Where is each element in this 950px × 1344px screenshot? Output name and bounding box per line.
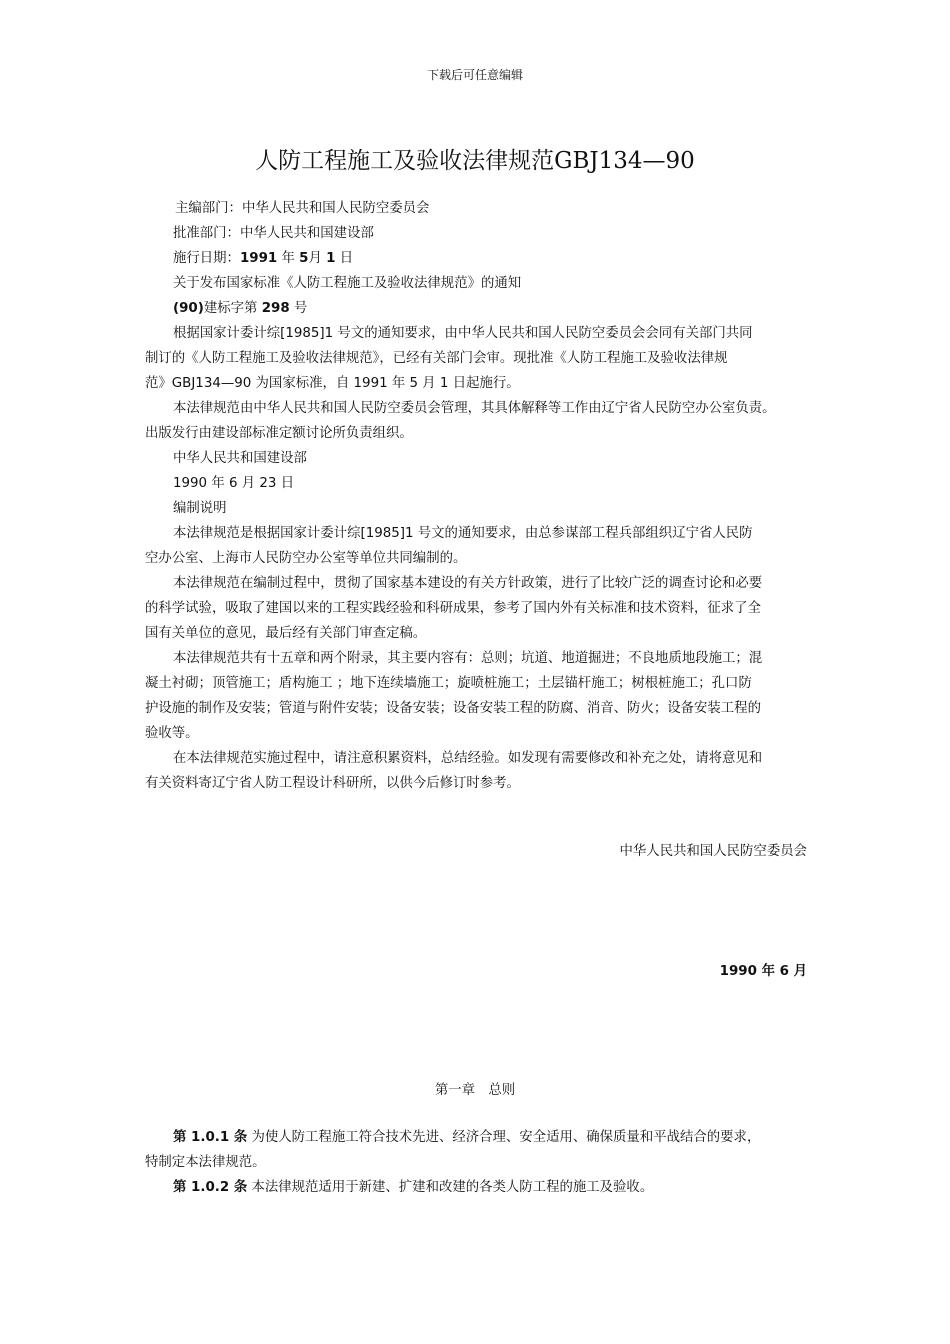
notice-para2-line2: 出版发行由建设部标准定额讨论所负责组织。 <box>145 426 413 441</box>
notice-para1-line1: 根据国家计委计综[1985]1 号文的通知要求，由中华人民共和国人民防空委员会会同有关部门共同 <box>173 326 753 341</box>
article-1-0-2-number: 第 1.0.2 条 <box>173 1180 248 1195</box>
effective-date-prefix: 施行日期： <box>173 251 240 266</box>
approver-line: 批准部门：中华人民共和国建设部 <box>173 226 374 241</box>
compilation-p1-line1: 本法律规范是根据国家计委计综[1985]1 号文的通知要求，由总参谋部工程兵部组织辽宁省人民防 <box>173 526 753 541</box>
compilation-p2-line2: 的科学试验，吸取了建国以来的工程实践经验和科研成果，参考了国内外有关标准和技术资料，征求了全 <box>145 601 761 616</box>
notice-para1-line2: 制订的《人防工程施工及验收法律规范》，已经有关部门会审。现批准《人防工程施工及验收法律规 <box>145 351 728 366</box>
compilation-p4-line1: 在本法律规范实施过程中，请注意积累资料，总结经验。如发现有需要修改和补充之处，请将意见和 <box>173 751 763 766</box>
notice-body <box>145 321 810 796</box>
effective-date-year: 1991 <box>239 251 278 266</box>
chief-editor-line: 主编部门：中华人民共和国人民防空委员会 <box>175 201 430 216</box>
notice-para2-line1: 本法律规范由中华人民共和国人民防空委员会管理，其具体解释等工作由辽宁省人民防空办公室负责。 <box>173 401 776 416</box>
compilation-p2-line1: 本法律规范在编制过程中，贯彻了国家基本建设的有关方针政策，进行了比较广泛的调查讨论和必要 <box>173 576 763 591</box>
effective-date-month: 5 <box>299 251 309 266</box>
compilation-p3-line2: 凝土衬砌；顶管施工；盾构施工 ；地下连续墙施工；旋喷桩施工；土层锚杆施工；树根桩施工；孔口防 <box>145 676 752 691</box>
effective-date-line <box>145 246 810 271</box>
document-title: 人防工程施工及验收法律规范GBJ134—90 <box>255 148 695 174</box>
chapter-title: 第一章 总则 <box>434 1083 516 1098</box>
document-number-mid: 建标字第 <box>203 301 258 316</box>
article-1-0-1-text: 为使人防工程施工符合技术先进、经济合理、安全适用、确保质量和平战结合的要求， <box>247 1130 761 1145</box>
compilation-p3-line1: 本法律规范共有十五章和两个附录，其主要内容有：总则；坑道、地道掘进；不良地质地段施工；混 <box>173 651 763 666</box>
notice-para1-line3: 范》GBJ134—90 为国家标准，自 1991 年 5 月 1 日起施行。 <box>145 376 520 391</box>
notice-issue-date: 1990 年 6 月 23 日 <box>173 476 295 491</box>
effective-date-month-unit: 月 <box>308 251 322 266</box>
compilation-date: 1990 年 6 月 <box>719 964 807 979</box>
compilation-p3-line4: 验收等。 <box>145 726 199 741</box>
article-1-0-2-line <box>145 1175 810 1200</box>
document-number-suffix: 号 <box>293 301 308 316</box>
effective-date-day-unit: 日 <box>339 251 354 266</box>
chapter-body <box>145 1125 810 1200</box>
compilation-p4-line2: 有关资料寄辽宁省人防工程设计科研所，以供今后修订时参考。 <box>145 776 520 791</box>
article-1-0-2-text: 本法律规范适用于新建、扩建和改建的各类人防工程的施工及验收。 <box>247 1180 654 1195</box>
notice-issuer: 中华人民共和国建设部 <box>173 451 307 466</box>
compilation-p1-line2: 空办公室、上海市人民防空办公室等单位共同编制的。 <box>145 551 467 566</box>
article-1-0-1-line1 <box>145 1125 810 1150</box>
document-number-value: 298 <box>261 301 290 316</box>
effective-date-day: 1 <box>326 251 336 266</box>
compilation-p2-line3: 国有关单位的意见，最后经有关部门审查定稿。 <box>145 626 427 641</box>
document-number-prefix: (90) <box>173 301 204 316</box>
effective-date-year-unit: 年 <box>281 251 295 266</box>
compilation-signature: 中华人民共和国人民防空委员会 <box>619 844 807 859</box>
header-note: 下载后可任意编辑 <box>426 68 523 82</box>
compilation-heading: 编制说明 <box>173 501 227 516</box>
meta-block <box>145 196 810 321</box>
compilation-p3-line3: 护设施的制作及安装；管道与附件安装；设备安装；设备安装工程的防腐、消音、防火；设备安装工程的 <box>145 701 761 716</box>
article-1-0-1-line2: 特制定本法律规范。 <box>145 1155 266 1170</box>
document-number-line <box>145 296 810 321</box>
article-1-0-1-number: 第 1.0.1 条 <box>173 1130 248 1145</box>
notice-title-line: 关于发布国家标准《人防工程施工及验收法律规范》的通知 <box>173 276 522 291</box>
